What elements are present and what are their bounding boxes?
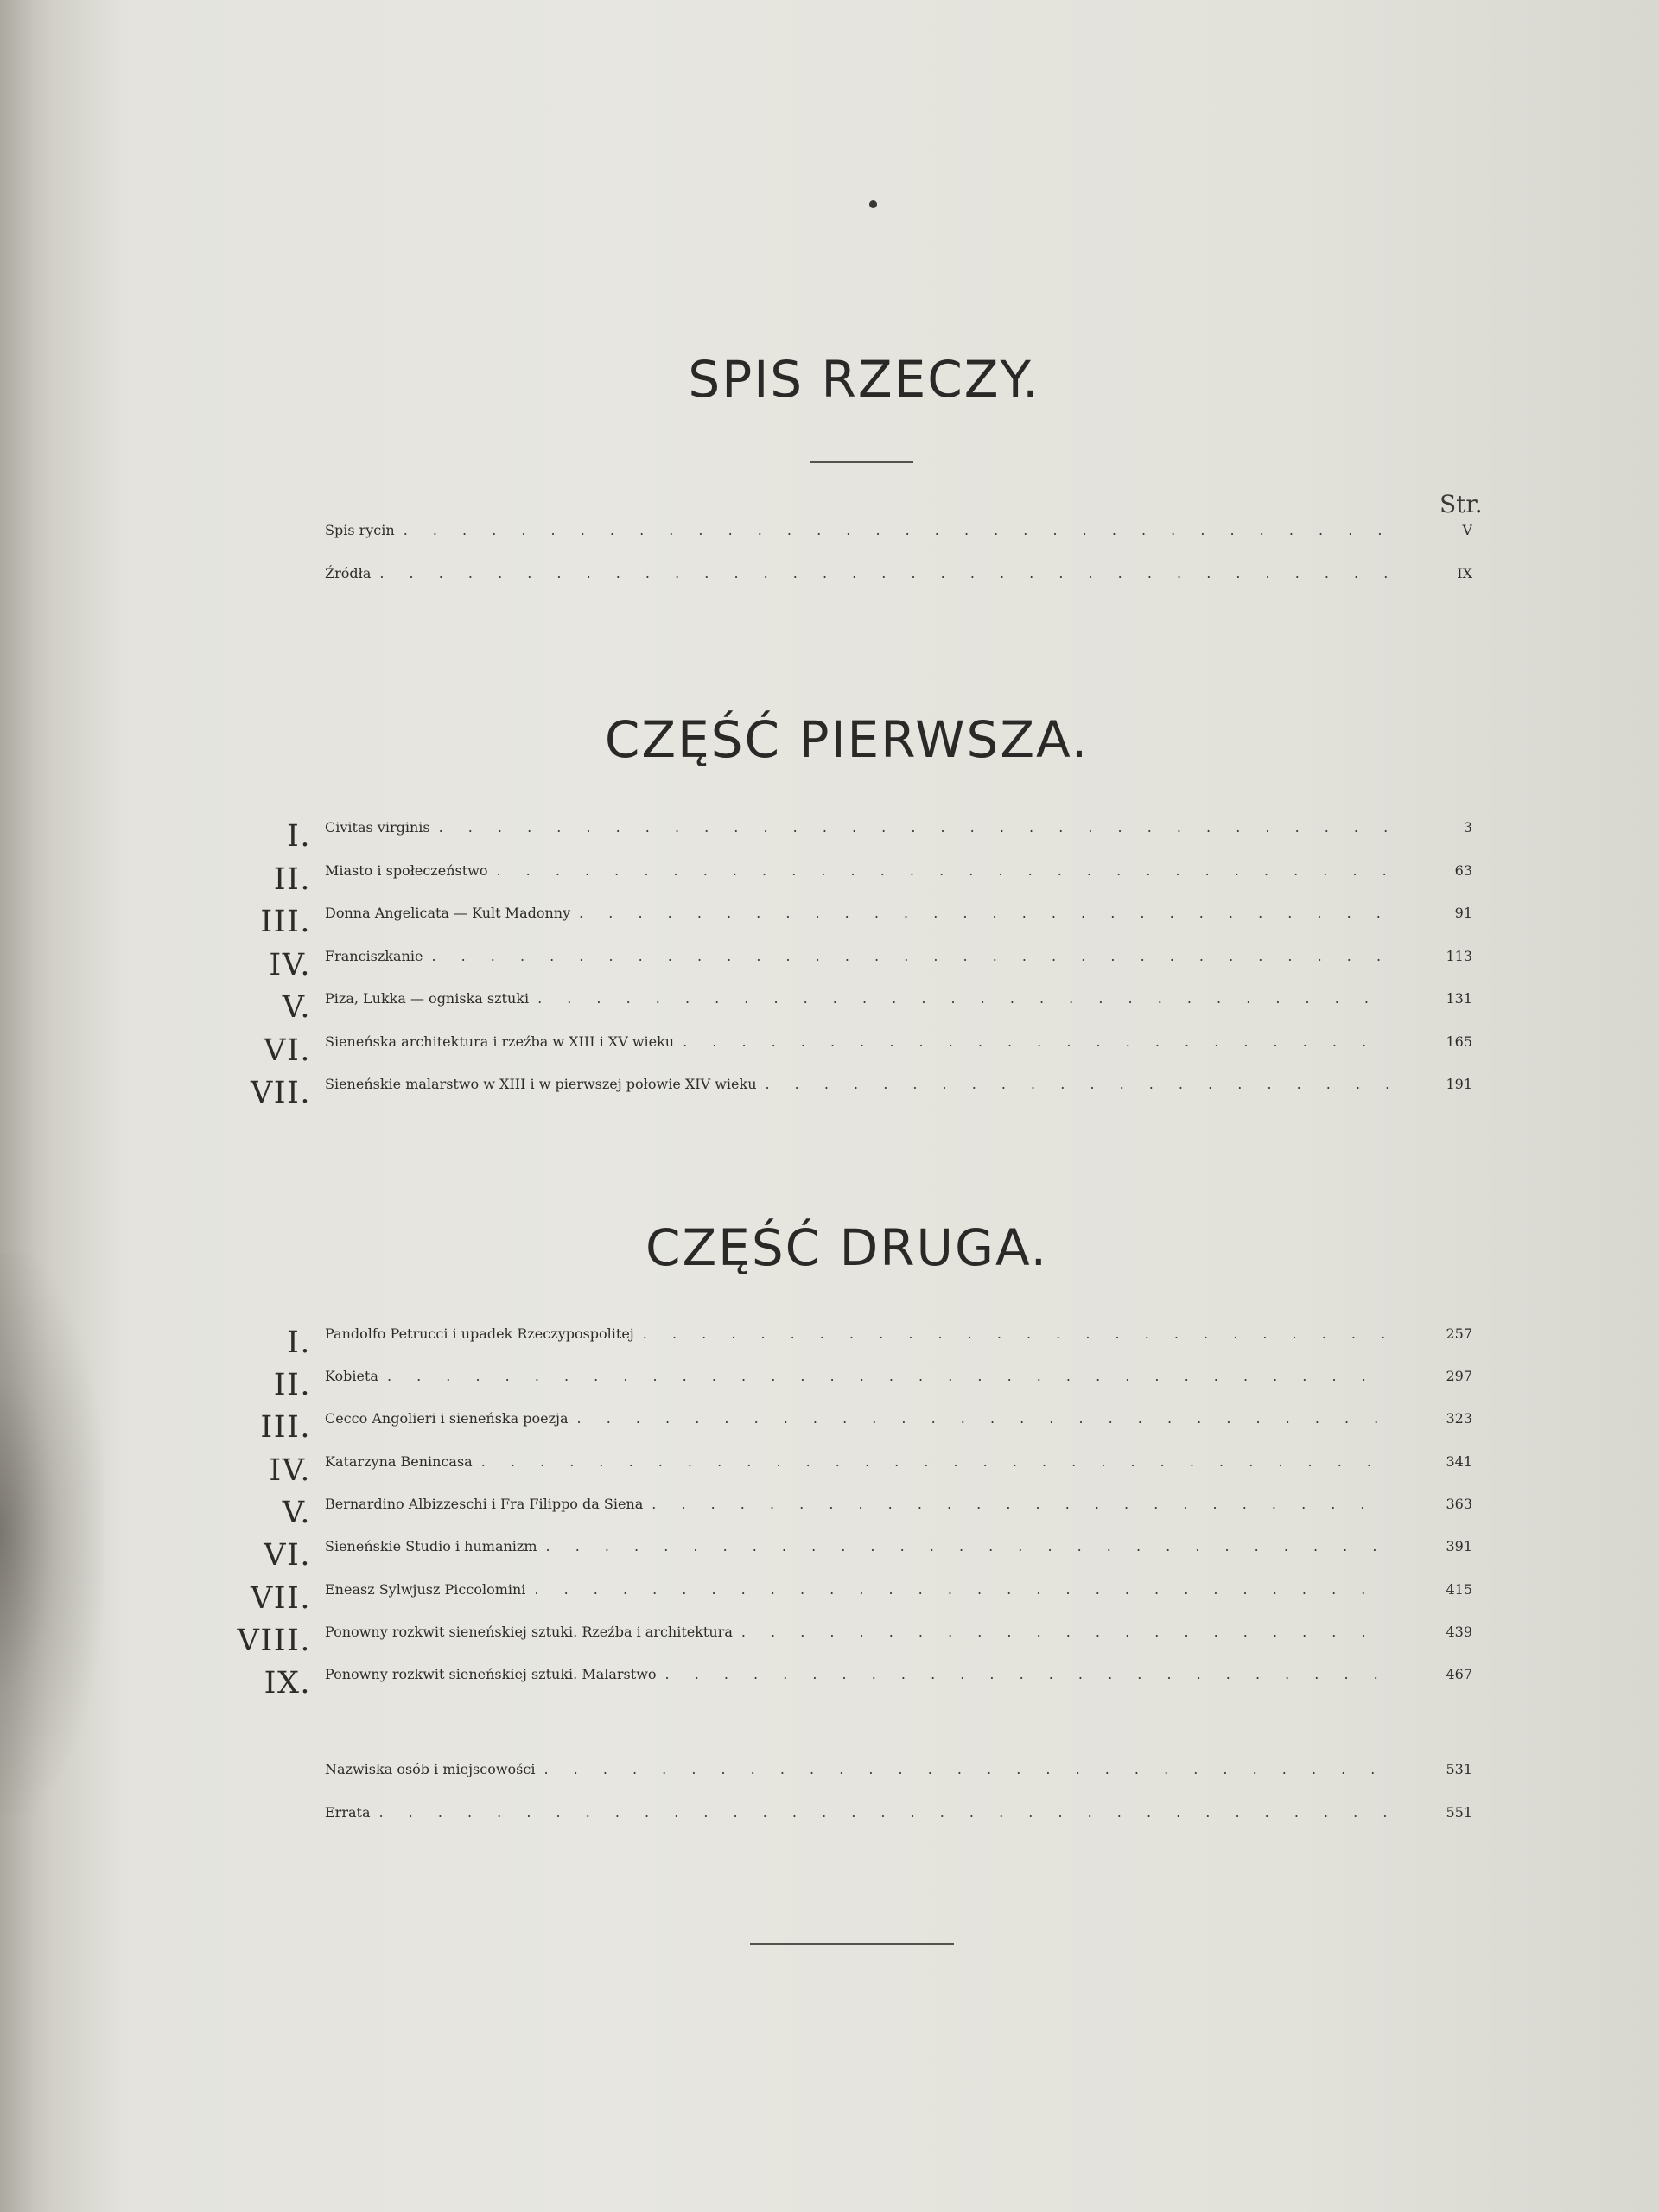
toc-entry xyxy=(325,522,1472,565)
toc-entry-page: 63 xyxy=(1454,862,1472,879)
toc-entry-page: 415 xyxy=(1446,1581,1472,1598)
toc-entry xyxy=(325,1581,1472,1624)
toc-entry-page: 191 xyxy=(1446,1076,1472,1092)
toc-entry-number-cell xyxy=(216,862,311,906)
toc-entry-page: 131 xyxy=(1446,990,1472,1007)
toc-entry-number: II. xyxy=(273,1368,311,1402)
toc-entry-page: 257 xyxy=(1446,1325,1472,1342)
toc-entry-number-cell xyxy=(216,1325,311,1369)
dot-leader xyxy=(387,1368,1388,1384)
toc-entry-title: Cecco Angolieri i sieneńska poezja xyxy=(325,1410,569,1427)
toc-entry xyxy=(325,1325,1472,1369)
dot-leader xyxy=(643,1325,1388,1342)
toc-entry-page: 297 xyxy=(1446,1368,1472,1384)
toc-entry-title: Pandolfo Petrucci i upadek Rzeczypospolitej xyxy=(325,1325,634,1342)
toc-entry-number: III. xyxy=(260,1410,311,1445)
toc-entry-number: I. xyxy=(287,1325,311,1360)
toc-entry-page: 3 xyxy=(1463,819,1472,836)
dot-leader xyxy=(379,565,1388,582)
page-column-label: Str. xyxy=(1440,490,1483,518)
toc-entry-number-cell xyxy=(216,1624,311,1667)
toc-entry-number: IX. xyxy=(264,1666,311,1700)
toc-entry-title: Franciszkanie xyxy=(325,948,423,964)
toc-entry xyxy=(325,1804,1472,1847)
toc-entry-number-cell xyxy=(216,1410,311,1453)
toc-entry-title: Eneasz Sylwjusz Piccolomini xyxy=(325,1581,526,1598)
dot-leader xyxy=(431,948,1388,964)
dot-leader xyxy=(577,1410,1388,1427)
toc-entry-page: IX xyxy=(1457,565,1472,582)
ink-speck xyxy=(869,200,877,208)
toc-entry-page: 439 xyxy=(1446,1624,1472,1640)
toc-entry-number-cell xyxy=(216,1033,311,1077)
toc-entry xyxy=(325,819,1472,862)
toc-entry xyxy=(325,1076,1472,1119)
dot-leader xyxy=(481,1453,1388,1470)
toc-entry xyxy=(325,1496,1472,1539)
toc-entry xyxy=(325,862,1472,906)
toc-entry-number-cell xyxy=(216,1581,311,1624)
toc-entry xyxy=(325,990,1472,1033)
toc-entry xyxy=(325,1033,1472,1077)
toc-entry-title: Miasto i społeczeństwo xyxy=(325,862,488,879)
dot-leader xyxy=(741,1624,1388,1640)
toc-entry-number: V. xyxy=(282,1496,311,1530)
toc-entry xyxy=(325,1368,1472,1411)
toc-entry-number-cell xyxy=(216,819,311,862)
toc-entry-number-cell xyxy=(216,1496,311,1539)
page-title: SPIS RZECZY. xyxy=(688,350,1040,409)
toc-entry-title: Źródła xyxy=(325,565,372,582)
dot-leader xyxy=(496,862,1388,879)
toc-entry-page: 113 xyxy=(1446,948,1472,964)
part-two-heading: CZĘŚĆ DRUGA. xyxy=(645,1218,1049,1277)
toc-entry-title: Bernardino Albizzeschi i Fra Filippo da Siena xyxy=(325,1496,644,1512)
toc-entry-title: Sieneńska architektura i rzeźba w XIII i XV wieku xyxy=(325,1033,675,1050)
toc-entry-number: VI. xyxy=(264,1538,311,1573)
toc-entry xyxy=(325,948,1472,991)
dot-leader xyxy=(546,1538,1388,1554)
toc-entry-number: III. xyxy=(260,905,311,939)
toc-entry-number-cell xyxy=(216,1453,311,1497)
toc-entry-page: 341 xyxy=(1446,1453,1472,1470)
page-edge-shadow xyxy=(0,1253,104,1815)
toc-entry-number-cell xyxy=(216,905,311,948)
toc-entry-number: VII. xyxy=(250,1076,311,1110)
toc-entry-title: Katarzyna Benincasa xyxy=(325,1453,473,1470)
dot-leader xyxy=(652,1496,1388,1512)
toc-entry-number: IV. xyxy=(269,1453,311,1488)
toc-entry-number-cell xyxy=(216,1368,311,1411)
toc-entry-page: 467 xyxy=(1446,1666,1472,1682)
toc-entry-number: IV. xyxy=(269,948,311,982)
dot-leader xyxy=(579,905,1388,921)
toc-entry-title: Donna Angelicata — Kult Madonny xyxy=(325,905,571,921)
toc-entry-number: VII. xyxy=(250,1581,311,1616)
page-fold-shadow xyxy=(0,0,130,2212)
toc-entry-number: V. xyxy=(282,990,311,1025)
toc-entry-number-cell xyxy=(216,1666,311,1709)
toc-entry-page: 363 xyxy=(1446,1496,1472,1512)
toc-entry-page: 391 xyxy=(1446,1538,1472,1554)
toc-entry-number-cell xyxy=(216,948,311,991)
toc-entry xyxy=(325,1453,1472,1497)
toc-entry-number: VIII. xyxy=(237,1624,311,1658)
toc-entry xyxy=(325,1761,1472,1804)
part-one-heading: CZĘŚĆ PIERWSZA. xyxy=(604,710,1090,769)
toc-entry-page: 531 xyxy=(1446,1761,1472,1777)
dot-leader xyxy=(534,1581,1388,1598)
toc-entry-number: VI. xyxy=(264,1033,311,1068)
toc-entry xyxy=(325,905,1472,948)
toc-entry-title: Sieneńskie Studio i humanizm xyxy=(325,1538,537,1554)
toc-entry-page: 551 xyxy=(1446,1804,1472,1821)
toc-entry-title: Sieneńskie malarstwo w XIII i w pierwszej połowie XIV wieku xyxy=(325,1076,757,1092)
toc-entry xyxy=(325,565,1472,608)
toc-entry xyxy=(325,1538,1472,1581)
toc-entry-page: 323 xyxy=(1446,1410,1472,1427)
toc-entry-number-cell xyxy=(216,990,311,1033)
toc-entry-number: I. xyxy=(287,819,311,854)
dot-leader xyxy=(683,1033,1388,1050)
toc-entry-title: Nazwiska osób i miejscowości xyxy=(325,1761,536,1777)
toc-entry-page: 165 xyxy=(1446,1033,1472,1050)
toc-entry-number-cell xyxy=(216,1538,311,1581)
dot-leader xyxy=(439,819,1388,836)
toc-entry-title: Ponowny rozkwit sieneńskiej sztuki. Malarstwo xyxy=(325,1666,657,1682)
closing-divider xyxy=(750,1943,954,1945)
toc-entry-title: Kobieta xyxy=(325,1368,378,1384)
toc-entry-title: Civitas virginis xyxy=(325,819,430,836)
dot-leader xyxy=(404,522,1388,538)
toc-entry xyxy=(325,1666,1472,1709)
toc-entry-title: Piza, Lukka — ogniska sztuki xyxy=(325,990,530,1007)
toc-entry-number: II. xyxy=(273,862,311,897)
toc-entry-title: Spis rycin xyxy=(325,522,395,538)
dot-leader xyxy=(537,990,1388,1007)
toc-entry xyxy=(325,1624,1472,1667)
toc-entry-number-cell xyxy=(216,1076,311,1119)
toc-entry-page: V xyxy=(1462,522,1472,538)
toc-entry-title: Ponowny rozkwit sieneńskiej sztuki. Rzeźba i architektura xyxy=(325,1624,733,1640)
dot-leader xyxy=(378,1804,1388,1821)
dot-leader xyxy=(665,1666,1388,1682)
dot-leader xyxy=(543,1761,1388,1777)
toc-entry-page: 91 xyxy=(1454,905,1472,921)
toc-entry xyxy=(325,1410,1472,1453)
toc-entry-title: Errata xyxy=(325,1804,371,1821)
dot-leader xyxy=(766,1076,1389,1092)
title-divider xyxy=(810,461,913,463)
